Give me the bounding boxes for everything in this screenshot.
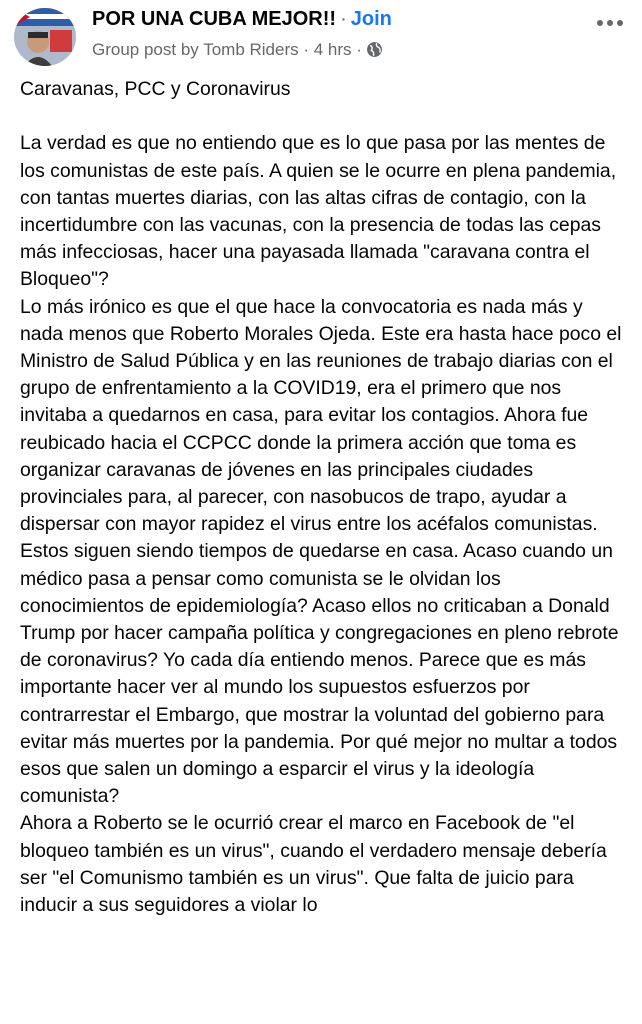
post-paragraph: Estos siguen siendo tiempos de quedarse en casa. Acaso cuando un médico pasa a pensar como comunista se le olvidan los conocimientos de epidemiología? Acaso ellos no criticaban a Donald Trump por hacer campaña política y congregaciones en pleno rebrote de coronavirus? Yo cada día entiendo menos. Parece que es más importante hacer ver al mundo los supuestos esfuerzos por contrarrestar el Embargo, que mostrar la voluntad del gobierno para evitar más muertes por la pandemia. Por qué mejor no multar a todos esos que salen un domingo a esparcir el virus y la ideología comunista? bbox=[20, 540, 619, 808]
post-meta bbox=[92, 40, 383, 63]
post-body bbox=[20, 76, 628, 919]
more-options-button[interactable] bbox=[596, 14, 624, 22]
post-meta-text: Group post by Tomb Riders · 4 hrs · bbox=[92, 40, 362, 59]
post-paragraph: La verdad es que no entiendo que es lo que pasa por las mentes de los comunistas de este país. A quien se le ocurre en plena pandemia, con tantas muertes diarias, con las altas cifras de contagio, con la incertidumbre con las vacunas, con la presencia de todas las cepas más infecciosas, hacer una payasada llamada "caravana contra el Bloqueo"? bbox=[20, 132, 617, 291]
more-options-icon bbox=[596, 19, 624, 27]
join-button[interactable]: Join bbox=[350, 8, 392, 30]
post-paragraph: Ahora a Roberto se le ocurrió crear el marco en Facebook de "el bloqueo también es un virus", cuando el verdadero mensaje debería ser "el Comunismo también es un virus". Que falta de juicio para inducir a sus seguidores a violar lo bbox=[20, 812, 607, 917]
paragraph-spacer bbox=[20, 103, 628, 130]
group-title-line bbox=[92, 8, 392, 31]
globe-icon bbox=[366, 41, 383, 63]
group-avatar-icon bbox=[14, 8, 76, 66]
group-name[interactable]: POR UNA CUBA MEJOR!! bbox=[92, 8, 337, 30]
separator-dot: · bbox=[340, 8, 347, 30]
post-paragraph: Lo más irónico es que el que hace la convocatoria es nada más y nada menos que Roberto Morales Ojeda. Este era hasta hace poco el Ministro de Salud Pública y en las reuniones de trabajo diarias con el grupo de enfrentamiento a la COVID19, era el primero que nos invitaba a quedarnos en casa, para evitar los contagios. Ahora fue reubicado hacia el CCPCC donde la primera acción que toma es organizar caravanas de jóvenes en las principales ciudades provinciales para, al parecer, con nasobucos de trapo, ayudar a dispersar con mayor rapidez el virus entre los acéfalos comunistas. bbox=[20, 295, 622, 536]
post-title: Caravanas, PCC y Coronavirus bbox=[20, 78, 291, 100]
group-avatar[interactable] bbox=[14, 8, 76, 66]
post-header bbox=[0, 0, 642, 70]
